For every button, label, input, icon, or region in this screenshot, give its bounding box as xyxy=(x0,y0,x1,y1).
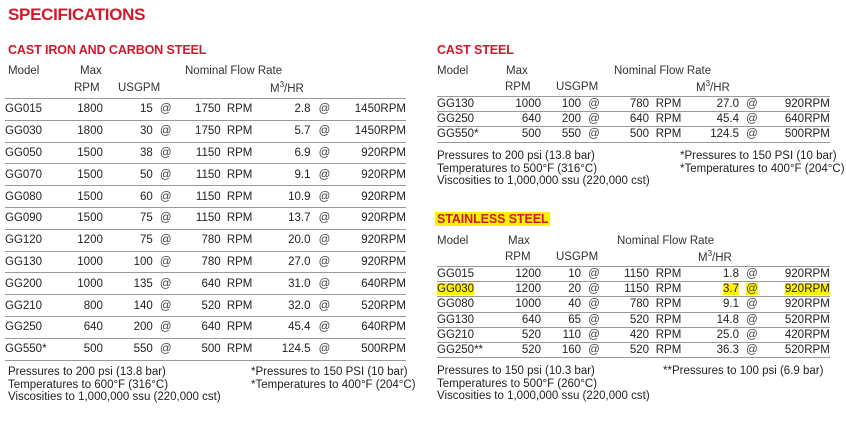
cell-m3hr: 9.1 xyxy=(259,164,311,186)
cell-at: @ xyxy=(153,120,179,142)
cell-at: @ xyxy=(739,312,765,327)
header-usgpm: USGPM xyxy=(118,82,161,94)
table-row xyxy=(437,297,830,312)
table-row xyxy=(5,295,406,317)
cell-max-rpm: 1000 xyxy=(55,273,103,295)
table-row xyxy=(5,316,406,338)
cell-m3hr: 5.7 xyxy=(259,120,311,142)
cell-usgpm: 60 xyxy=(103,186,153,208)
cell-m3hr: 45.4 xyxy=(688,112,739,127)
cell-at: @ xyxy=(581,97,607,112)
cell-unit: RPM xyxy=(380,142,406,164)
cell-m3-rpm: 920 xyxy=(338,251,380,273)
cell-at: @ xyxy=(739,342,765,357)
cell-model: GG200 xyxy=(5,273,55,295)
cell-m3-rpm: 920 xyxy=(765,297,804,312)
cell-model: GG070 xyxy=(5,164,55,186)
cell-nominal-rpm: 1150 xyxy=(179,186,221,208)
cell-at: @ xyxy=(581,297,607,312)
cell-usgpm: 100 xyxy=(541,97,581,112)
cell-m3-rpm: 1450 xyxy=(338,99,380,121)
cell-unit: RPM xyxy=(804,268,830,281)
cell-usgpm: 10 xyxy=(541,267,581,282)
cell-usgpm: 160 xyxy=(541,342,581,357)
cell-m3hr: 6.9 xyxy=(259,142,311,164)
cell-m3hr: 2.8 xyxy=(259,99,311,121)
cell-model: GG250 xyxy=(5,316,55,338)
cell-unit: RPM xyxy=(804,283,830,296)
cell-usgpm: 38 xyxy=(103,142,153,164)
cell-max-rpm: 1800 xyxy=(55,99,103,121)
cell-model: GG030 xyxy=(437,282,487,297)
cell-m3-rpm: 500 xyxy=(765,127,804,142)
cell-m3-rpm: 920 xyxy=(338,186,380,208)
cell-at: @ xyxy=(581,327,607,342)
cell-m3-rpm: 920 xyxy=(765,267,804,282)
cell-unit: RPM xyxy=(649,342,688,357)
cell-usgpm: 30 xyxy=(103,120,153,142)
cell-at: @ xyxy=(153,142,179,164)
cell-unit: RPM xyxy=(804,128,830,141)
header-usgpm: USGPM xyxy=(556,81,599,93)
header-model: Model xyxy=(8,65,40,77)
cell-at: @ xyxy=(581,282,607,297)
cell-max-rpm: 1200 xyxy=(487,267,541,282)
cell-unit: RPM xyxy=(380,164,406,186)
cell-m3hr: 13.7 xyxy=(259,207,311,229)
header-nominal-flow: Nominal Flow Rate xyxy=(617,235,715,247)
cell-max-rpm: 1000 xyxy=(487,97,541,112)
cast-iron-notes-left: Pressures to 200 psi (13.8 bar) Temperatures to 600°F (316°C) Viscosities to 1,000,000 ssu (220,000 cst) xyxy=(8,366,221,403)
cell-at: @ xyxy=(311,273,339,295)
cell-max-rpm: 1500 xyxy=(55,142,103,164)
header-max: Max xyxy=(80,65,102,77)
cell-nominal-rpm: 640 xyxy=(179,273,221,295)
cell-unit: RPM xyxy=(649,112,688,127)
cell-unit: RPM xyxy=(221,295,259,317)
cell-nominal-rpm: 780 xyxy=(607,97,649,112)
cast-steel-notes-left: Pressures to 200 psi (13.8 bar) Temperatures to 500°F (316°C) Viscosities to 1,000,000 ssu (220,000 cst) xyxy=(437,150,650,187)
table-row xyxy=(437,342,830,357)
cell-unit: RPM xyxy=(380,186,406,208)
cell-at: @ xyxy=(311,186,339,208)
cell-nominal-rpm: 1750 xyxy=(179,120,221,142)
cell-at: @ xyxy=(311,316,339,338)
cell-unit: RPM xyxy=(221,316,259,338)
cell-unit: RPM xyxy=(649,282,688,297)
table-row xyxy=(5,338,406,360)
cell-m3-rpm: 420 xyxy=(765,327,804,342)
cast-iron-notes-right: *Pressures to 150 PSI (10 bar) *Temperatures to 400°F (204°C) xyxy=(251,366,416,391)
cell-nominal-rpm: 520 xyxy=(607,312,649,327)
cell-at: @ xyxy=(311,295,339,317)
cell-max-rpm: 800 xyxy=(55,295,103,317)
table-row xyxy=(437,267,830,282)
cell-unit: RPM xyxy=(649,312,688,327)
cell-max-rpm: 1200 xyxy=(55,229,103,251)
cell-unit: RPM xyxy=(380,99,406,121)
header-model: Model xyxy=(437,65,469,77)
table-row xyxy=(5,251,406,273)
table-row xyxy=(5,142,406,164)
cell-at: @ xyxy=(153,186,179,208)
header-nominal-flow: Nominal Flow Rate xyxy=(614,65,712,77)
cell-model: GG130 xyxy=(5,251,55,273)
cell-m3hr: 31.0 xyxy=(259,273,311,295)
cell-usgpm: 20 xyxy=(541,282,581,297)
stainless-notes-left: Pressures to 150 psi (10.3 bar) Temperatures to 500°F (260°C) Viscosities to 1,000,000 ssu (220,000 cst) xyxy=(437,365,650,402)
cell-model: GG120 xyxy=(5,229,55,251)
cell-m3-rpm: 520 xyxy=(765,342,804,357)
cell-m3hr: 9.1 xyxy=(688,297,739,312)
cell-at: @ xyxy=(739,267,765,282)
cell-unit: RPM xyxy=(804,344,830,357)
cell-m3hr: 32.0 xyxy=(259,295,311,317)
cast-steel-notes-right: *Pressures to 150 PSI (10 bar) *Temperatures to 400°F (204°C) xyxy=(680,150,845,175)
header-rpm: RPM xyxy=(505,81,531,93)
cell-unit: RPM xyxy=(380,316,406,338)
cell-unit: RPM xyxy=(804,328,830,341)
cell-at: @ xyxy=(739,297,765,312)
header-m3hr: $M^3/HR$ xyxy=(696,79,730,94)
cell-usgpm: 40 xyxy=(541,297,581,312)
cell-m3-rpm: 520 xyxy=(338,295,380,317)
cell-model: GG080 xyxy=(5,186,55,208)
cell-nominal-rpm: 1150 xyxy=(607,282,649,297)
cell-m3hr: 124.5 xyxy=(688,127,739,142)
cell-at: @ xyxy=(581,267,607,282)
cell-m3-rpm: 920 xyxy=(338,142,380,164)
cell-model: GG250 xyxy=(437,112,487,127)
cell-unit: RPM xyxy=(221,99,259,121)
cell-unit: RPM xyxy=(221,229,259,251)
cell-usgpm: 140 xyxy=(103,295,153,317)
header-rpm: RPM xyxy=(505,251,531,263)
cell-unit: RPM xyxy=(380,207,406,229)
cell-unit: RPM xyxy=(804,113,830,126)
cell-unit: RPM xyxy=(804,298,830,311)
cell-usgpm: 65 xyxy=(541,312,581,327)
cell-at: @ xyxy=(739,112,765,127)
cell-model: GG550* xyxy=(437,127,487,142)
cell-model: GG250** xyxy=(437,342,487,357)
cell-at: @ xyxy=(581,127,607,142)
cell-max-rpm: 520 xyxy=(487,342,541,357)
cell-m3-rpm: 920 xyxy=(765,97,804,112)
header-usgpm: USGPM xyxy=(556,251,599,263)
cell-at: @ xyxy=(153,295,179,317)
cell-m3hr: 14.8 xyxy=(688,312,739,327)
cell-at: @ xyxy=(153,99,179,121)
cell-unit: RPM xyxy=(649,97,688,112)
cell-m3hr: 25.0 xyxy=(688,327,739,342)
cell-nominal-rpm: 520 xyxy=(607,342,649,357)
cell-at: @ xyxy=(581,112,607,127)
header-m3hr: $M^3/HR$ xyxy=(270,80,304,95)
table-row xyxy=(437,312,830,327)
cell-nominal-rpm: 1150 xyxy=(179,207,221,229)
cell-unit: RPM xyxy=(221,186,259,208)
cell-unit: RPM xyxy=(380,229,406,251)
cell-max-rpm: 500 xyxy=(487,127,541,142)
cell-m3-rpm: 520 xyxy=(765,312,804,327)
cell-m3-rpm: 920 xyxy=(338,207,380,229)
cell-at: @ xyxy=(311,164,339,186)
section-title-cast-iron: CAST IRON AND CARBON STEEL xyxy=(8,43,207,57)
cell-model: GG050 xyxy=(5,142,55,164)
cell-m3hr: 20.0 xyxy=(259,229,311,251)
cell-model: GG210 xyxy=(437,327,487,342)
table-row xyxy=(5,99,406,121)
cast-steel-table xyxy=(437,96,830,143)
cell-model: GG130 xyxy=(437,97,487,112)
cell-at: @ xyxy=(153,164,179,186)
header-rpm: RPM xyxy=(74,82,100,94)
table-row xyxy=(5,164,406,186)
cell-nominal-rpm: 1150 xyxy=(179,164,221,186)
cell-m3-rpm: 1450 xyxy=(338,120,380,142)
cell-unit: RPM xyxy=(804,98,830,111)
cell-at: @ xyxy=(739,282,765,297)
cell-unit: RPM xyxy=(380,338,406,360)
cell-m3hr: 27.0 xyxy=(688,97,739,112)
cell-max-rpm: 640 xyxy=(487,312,541,327)
cell-unit: RPM xyxy=(380,273,406,295)
cell-at: @ xyxy=(153,273,179,295)
section-title-stainless: STAINLESS STEEL xyxy=(437,212,549,226)
cell-unit: RPM xyxy=(649,297,688,312)
cell-at: @ xyxy=(311,207,339,229)
cell-at: @ xyxy=(311,229,339,251)
cell-model: GG030 xyxy=(5,120,55,142)
table-row xyxy=(5,207,406,229)
cell-at: @ xyxy=(153,229,179,251)
cell-at: @ xyxy=(153,251,179,273)
table-row xyxy=(437,97,830,112)
cell-unit: RPM xyxy=(221,273,259,295)
cell-at: @ xyxy=(581,342,607,357)
cell-m3hr: 3.7 xyxy=(688,282,739,297)
cell-at: @ xyxy=(153,316,179,338)
cell-model: GG090 xyxy=(5,207,55,229)
cell-m3-rpm: 640 xyxy=(338,273,380,295)
cell-at: @ xyxy=(739,127,765,142)
cell-usgpm: 200 xyxy=(103,316,153,338)
cell-unit: RPM xyxy=(649,127,688,142)
header-model: Model xyxy=(437,235,469,247)
table-row xyxy=(437,327,830,342)
header-m3hr: $M^3/HR$ xyxy=(698,249,732,264)
cell-at: @ xyxy=(581,312,607,327)
cell-max-rpm: 640 xyxy=(55,316,103,338)
table-row xyxy=(5,273,406,295)
cell-nominal-rpm: 500 xyxy=(607,127,649,142)
cell-at: @ xyxy=(153,207,179,229)
cell-model: GG550* xyxy=(5,338,55,360)
cell-max-rpm: 1500 xyxy=(55,164,103,186)
section-title-cast-steel: CAST STEEL xyxy=(437,43,514,57)
stainless-notes-right: **Pressures to 100 psi (6.9 bar) xyxy=(663,365,824,377)
cell-m3-rpm: 920 xyxy=(338,229,380,251)
cell-m3-rpm: 920 xyxy=(765,282,804,297)
cell-m3hr: 36.3 xyxy=(688,342,739,357)
cell-max-rpm: 1500 xyxy=(55,186,103,208)
table-row xyxy=(5,186,406,208)
cell-nominal-rpm: 780 xyxy=(179,229,221,251)
cell-at: @ xyxy=(311,99,339,121)
cell-max-rpm: 1200 xyxy=(487,282,541,297)
cell-m3hr: 27.0 xyxy=(259,251,311,273)
cell-m3hr: 1.8 xyxy=(688,267,739,282)
cell-at: @ xyxy=(311,251,339,273)
cell-usgpm: 550 xyxy=(103,338,153,360)
cell-nominal-rpm: 780 xyxy=(607,297,649,312)
cell-nominal-rpm: 500 xyxy=(179,338,221,360)
cell-nominal-rpm: 420 xyxy=(607,327,649,342)
cell-usgpm: 50 xyxy=(103,164,153,186)
cell-unit: RPM xyxy=(221,251,259,273)
cell-max-rpm: 1000 xyxy=(55,251,103,273)
cell-unit: RPM xyxy=(804,313,830,326)
page-title: SPECIFICATIONS xyxy=(8,5,146,24)
cell-max-rpm: 1000 xyxy=(487,297,541,312)
header-nominal-flow: Nominal Flow Rate xyxy=(185,65,283,77)
cell-nominal-rpm: 780 xyxy=(179,251,221,273)
cell-m3-rpm: 920 xyxy=(338,164,380,186)
cell-max-rpm: 520 xyxy=(487,327,541,342)
cell-at: @ xyxy=(739,97,765,112)
cell-max-rpm: 640 xyxy=(487,112,541,127)
cell-max-rpm: 1500 xyxy=(55,207,103,229)
table-row xyxy=(437,127,830,142)
stainless-table xyxy=(437,266,830,358)
cell-max-rpm: 1800 xyxy=(55,120,103,142)
header-max: Max xyxy=(508,235,530,247)
header-max: Max xyxy=(506,65,528,77)
cell-m3-rpm: 500 xyxy=(338,338,380,360)
cell-nominal-rpm: 520 xyxy=(179,295,221,317)
cell-usgpm: 75 xyxy=(103,207,153,229)
cell-nominal-rpm: 1150 xyxy=(607,267,649,282)
cell-unit: RPM xyxy=(221,164,259,186)
cell-unit: RPM xyxy=(221,142,259,164)
cell-model: GG015 xyxy=(437,267,487,282)
cell-usgpm: 550 xyxy=(541,127,581,142)
cell-usgpm: 100 xyxy=(103,251,153,273)
cell-model: GG210 xyxy=(5,295,55,317)
cell-nominal-rpm: 640 xyxy=(179,316,221,338)
cell-usgpm: 135 xyxy=(103,273,153,295)
cell-unit: RPM xyxy=(221,120,259,142)
cell-unit: RPM xyxy=(649,267,688,282)
cell-nominal-rpm: 1750 xyxy=(179,99,221,121)
cell-nominal-rpm: 640 xyxy=(607,112,649,127)
cell-usgpm: 75 xyxy=(103,229,153,251)
cell-m3hr: 45.4 xyxy=(259,316,311,338)
cell-m3hr: 124.5 xyxy=(259,338,311,360)
table-row xyxy=(5,120,406,142)
cell-unit: RPM xyxy=(221,338,259,360)
cell-unit: RPM xyxy=(649,327,688,342)
cell-at: @ xyxy=(311,338,339,360)
cell-at: @ xyxy=(311,142,339,164)
cell-usgpm: 110 xyxy=(541,327,581,342)
cell-usgpm: 15 xyxy=(103,99,153,121)
cell-at: @ xyxy=(739,327,765,342)
cell-m3-rpm: 640 xyxy=(338,316,380,338)
cell-model: GG080 xyxy=(437,297,487,312)
cell-m3hr: 10.9 xyxy=(259,186,311,208)
cell-model: GG015 xyxy=(5,99,55,121)
cell-unit: RPM xyxy=(221,207,259,229)
cell-unit: RPM xyxy=(380,120,406,142)
cell-unit: RPM xyxy=(380,295,406,317)
table-row xyxy=(437,282,830,297)
cell-model: GG130 xyxy=(437,312,487,327)
table-row xyxy=(5,229,406,251)
cell-usgpm: 200 xyxy=(541,112,581,127)
table-row xyxy=(437,112,830,127)
cell-at: @ xyxy=(153,338,179,360)
cell-unit: RPM xyxy=(380,251,406,273)
cell-at: @ xyxy=(311,120,339,142)
cell-nominal-rpm: 1150 xyxy=(179,142,221,164)
cell-max-rpm: 500 xyxy=(55,338,103,360)
cell-m3-rpm: 640 xyxy=(765,112,804,127)
cast-iron-table xyxy=(5,98,406,361)
